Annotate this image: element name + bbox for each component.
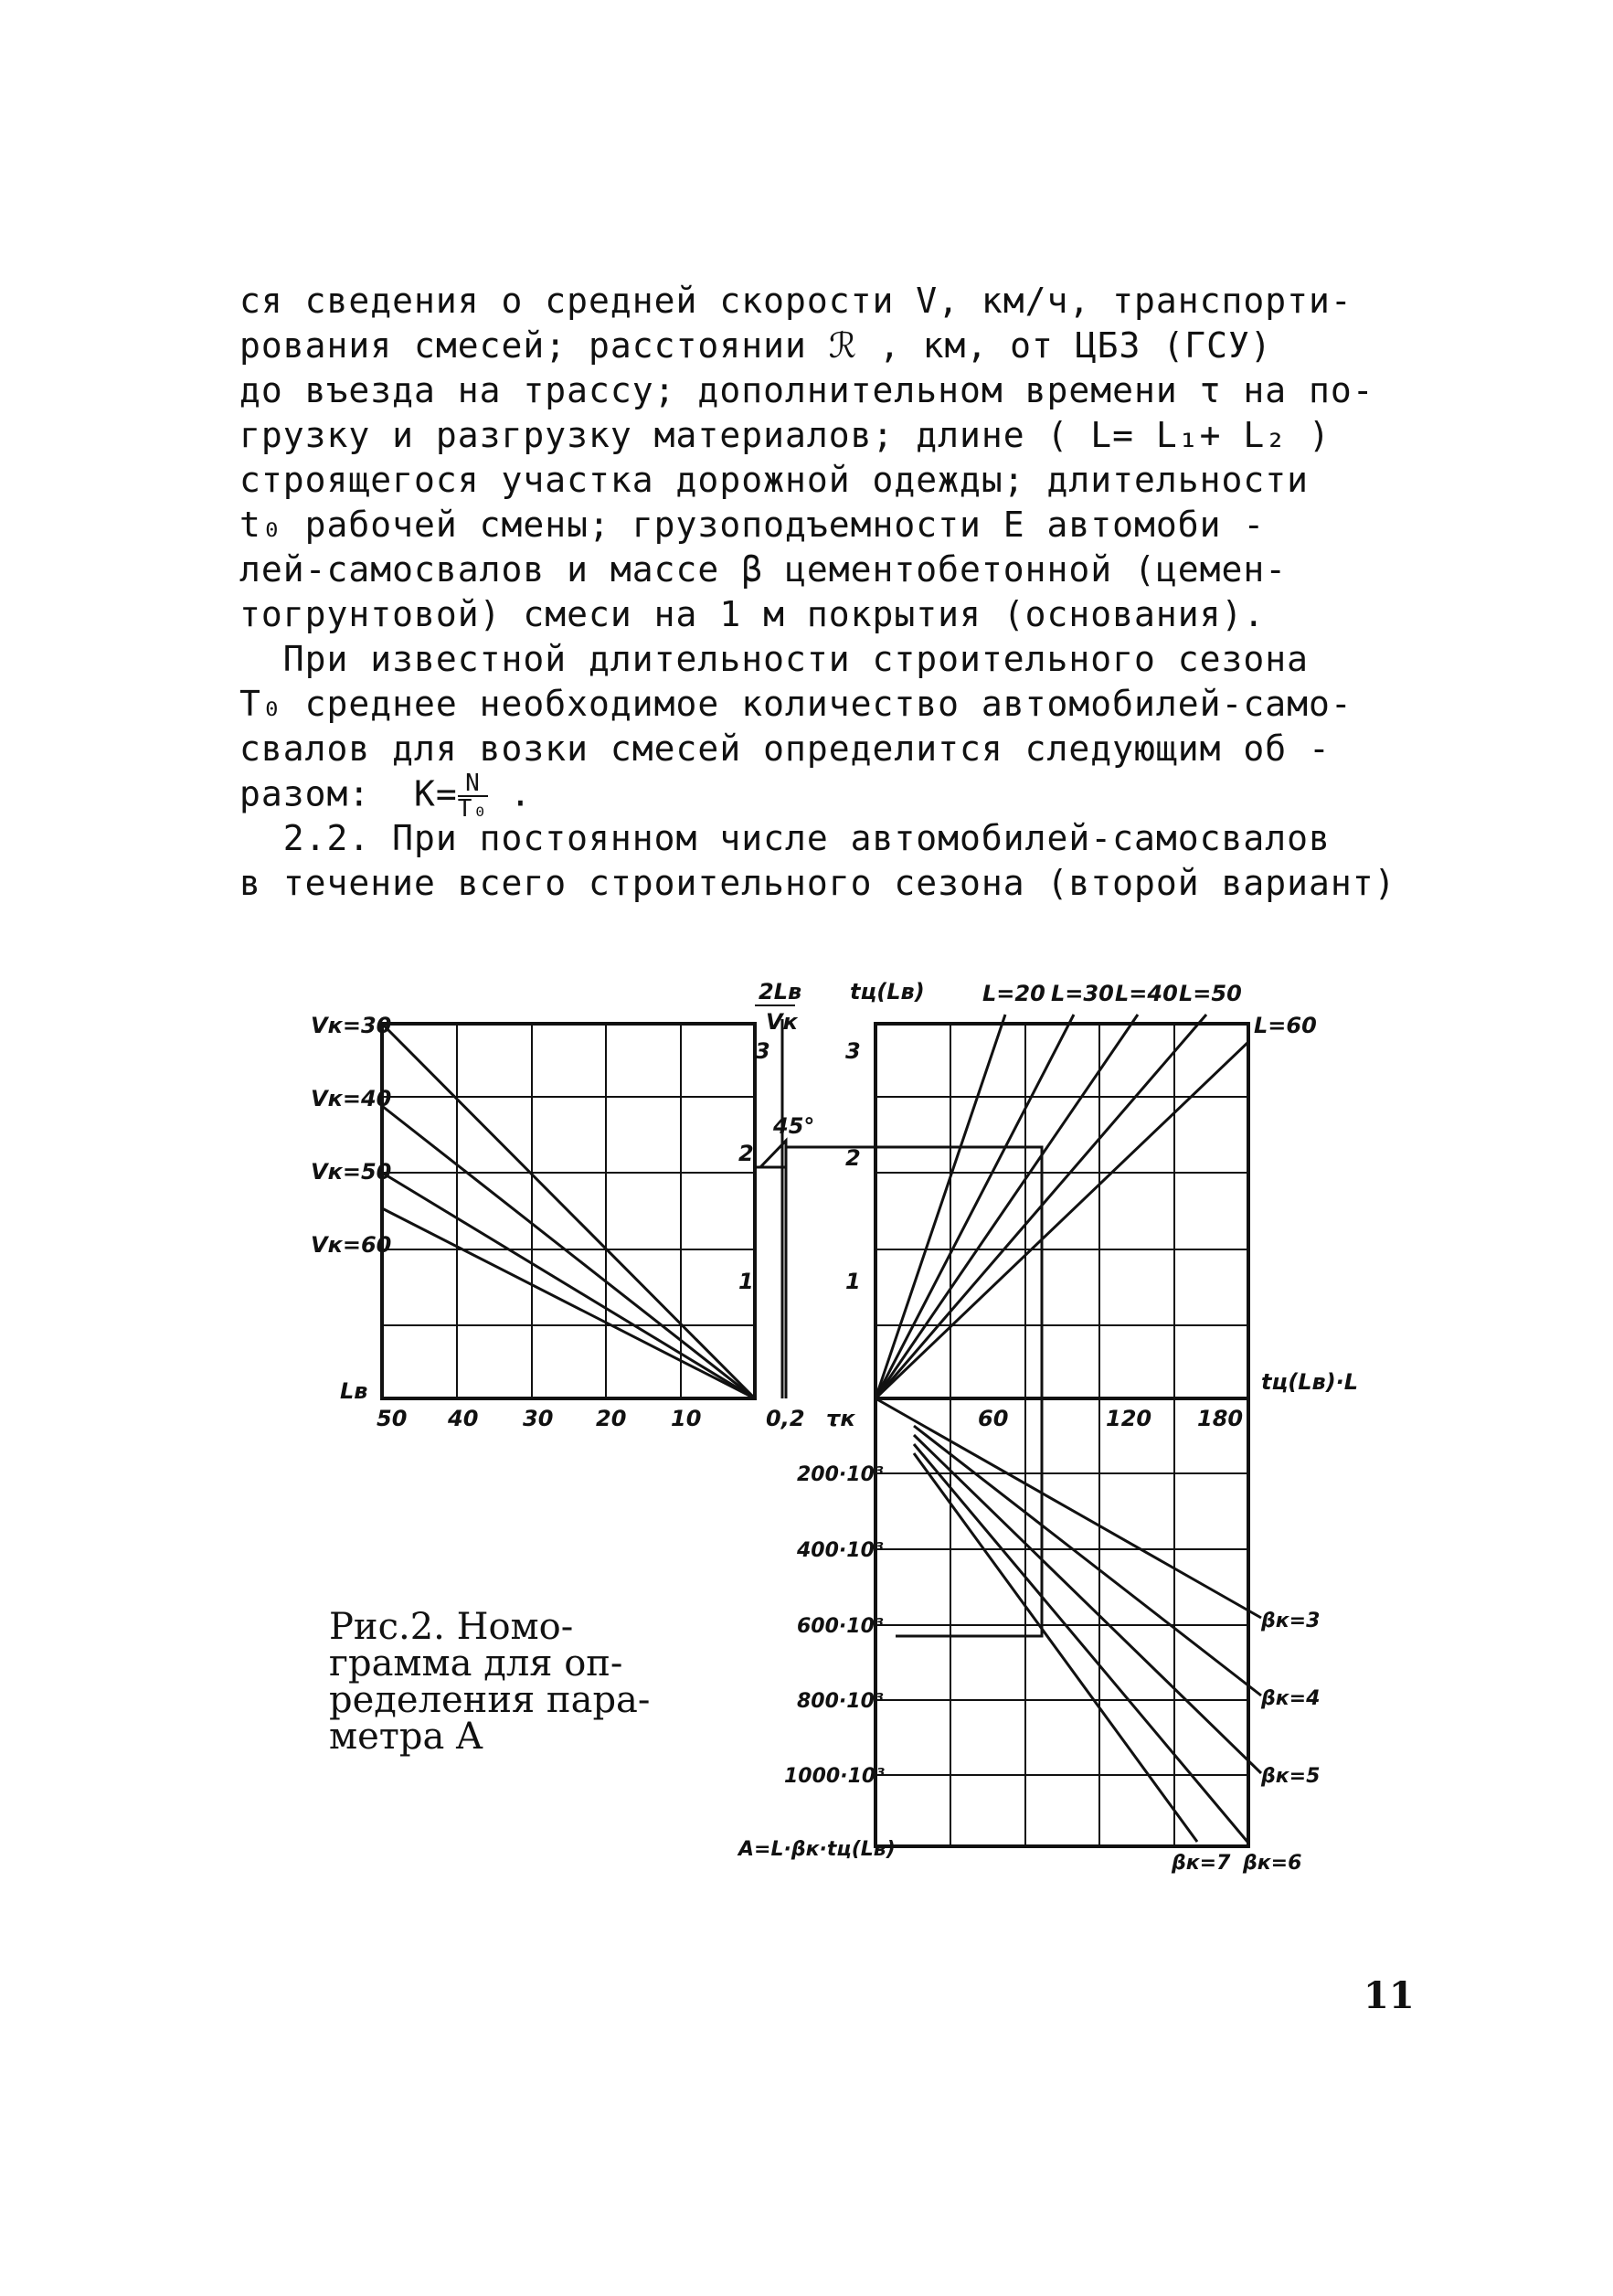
beta-4-label: βк=4 [1261,1687,1321,1710]
mid-tick: 1 [738,1269,754,1294]
caption-line: Рис.2. Номо- [329,1606,574,1648]
right-lower-labels [737,1463,1320,1875]
tau-label: τк [826,1406,855,1431]
beta-6-label: βк=6 [1243,1852,1302,1875]
lower-y-tick: 1000·10³ [784,1765,885,1788]
formula-suffix: . [488,773,532,814]
lower-y-tick: 600·10³ [797,1615,884,1638]
vk-30-label: Vк=30 [311,1013,392,1038]
left-x-tick: 20 [596,1406,627,1431]
lower-axis-name: A=L·βк·tц(Lв) [738,1838,896,1861]
formula-numerator: N [458,771,488,797]
vk-40-line [382,1106,755,1398]
l-40-line [875,1015,1138,1398]
mid-tick: 3 [755,1038,770,1064]
right-x-tick: 120 [1106,1406,1152,1431]
l-lines [875,1015,1248,1398]
beta-6-line [914,1444,1247,1842]
text-line: T₀ среднее необходимое количество автомобилей-само- [239,684,1353,724]
right-y-tick: 2 [845,1145,861,1171]
l-60-line [875,1042,1248,1398]
text-line: грузку и разгрузку материалов; длине ( L= L₁+ L₂ ) [239,415,1331,455]
caption-line: грамма для оп- [329,1642,623,1685]
text-line: ся сведения о средней скорости V, км/ч, транспорти- [239,281,1353,321]
vk-60-label: Vк=60 [311,1232,392,1258]
text-line: рования смесей; расстоянии ℛ , км, от ЦБЗ (ГСУ) [239,325,1272,366]
lower-y-tick: 800·10³ [797,1690,884,1713]
figure-caption [329,1606,651,1758]
beta-7-label: βк=7 [1172,1852,1231,1875]
right-x-axis-name: tц(Lв)·L [1261,1369,1359,1395]
text-line: 2.2. При постоянном числе автомобилей-самосвалов [239,818,1331,858]
caption-line: метра A [329,1716,483,1758]
mid-axis-numerator: 2Lв [759,979,802,1004]
right-y-tick: 3 [845,1038,861,1064]
right-upper-frame [875,1024,1248,1398]
vk-50-label: Vк=50 [311,1159,392,1185]
vk-50-line [382,1173,755,1398]
right-x-tick: 180 [1197,1406,1244,1431]
left-x-tick: 50 [377,1406,408,1431]
vk-40-label: Vк=40 [311,1086,392,1111]
l-20-label: L=20 [982,981,1045,1006]
formula-prefix: разом: K= [239,773,458,814]
left-x-tick: 0,2 [766,1406,805,1431]
vk-30-line [382,1024,755,1398]
vk-lines [382,1024,755,1398]
lower-y-tick: 200·10³ [797,1463,884,1486]
right-y-tick: 1 [845,1269,861,1294]
text-line: свалов для возки смесей определится следующим об - [239,728,1331,769]
left-x-axis-name: Lв [340,1378,368,1404]
lower-y-tick: 400·10³ [797,1539,884,1562]
beta-3-label: βк=3 [1261,1610,1321,1632]
beta-5-line [914,1435,1261,1773]
left-x-tick: 40 [448,1406,479,1431]
mid-labels [738,979,814,1294]
right-upper-labels [845,979,1358,1431]
l-50-label: L=50 [1179,981,1242,1006]
text-line: t₀ рабочей смены; грузоподъемности E автомоби - [239,505,1266,545]
text-line: При известной длительности строительного сезона [239,639,1310,679]
l-60-label: L=60 [1254,1013,1317,1038]
left-x-tick: 30 [523,1406,554,1431]
vk-60-line [382,1208,755,1398]
l-30-label: L=30 [1051,981,1114,1006]
text-line: до въезда на трассу; дополнительном времени τ на по- [239,370,1374,410]
beta-7-line [914,1453,1197,1842]
text-line: строящегося участка дорожной одежды; длительности [239,460,1310,500]
beta-5-label: βк=5 [1261,1765,1321,1788]
text-line: тогрунтовой) смеси на 1 м покрытия (основания). [239,594,1266,634]
right-upper-gridlines [875,1024,1248,1398]
l-40-label: L=40 [1115,981,1178,1006]
right-x-tick: 60 [978,1406,1009,1431]
angle-label: 45° [773,1113,815,1139]
formula-denominator: T₀ [457,795,489,823]
key-path-right [786,1147,1042,1636]
left-x-tick: 10 [671,1406,702,1431]
l-30-line [875,1015,1074,1398]
mid-axis-denominator: Vк [766,1009,798,1035]
text-line: в течение всего строительного сезона (второй вариант) [239,863,1396,903]
mid-tick: 2 [738,1141,754,1166]
caption-line: ределения пара- [329,1679,651,1721]
l-20-line [875,1015,1005,1398]
text-line: лей-самосвалов и массе β цементобетонной (цемен- [239,549,1288,590]
page-number: 11 [1364,1974,1415,2017]
left-labels [311,1013,855,1431]
beta-4-line [914,1426,1261,1695]
right-y-axis-name: tц(Lв) [850,979,925,1004]
